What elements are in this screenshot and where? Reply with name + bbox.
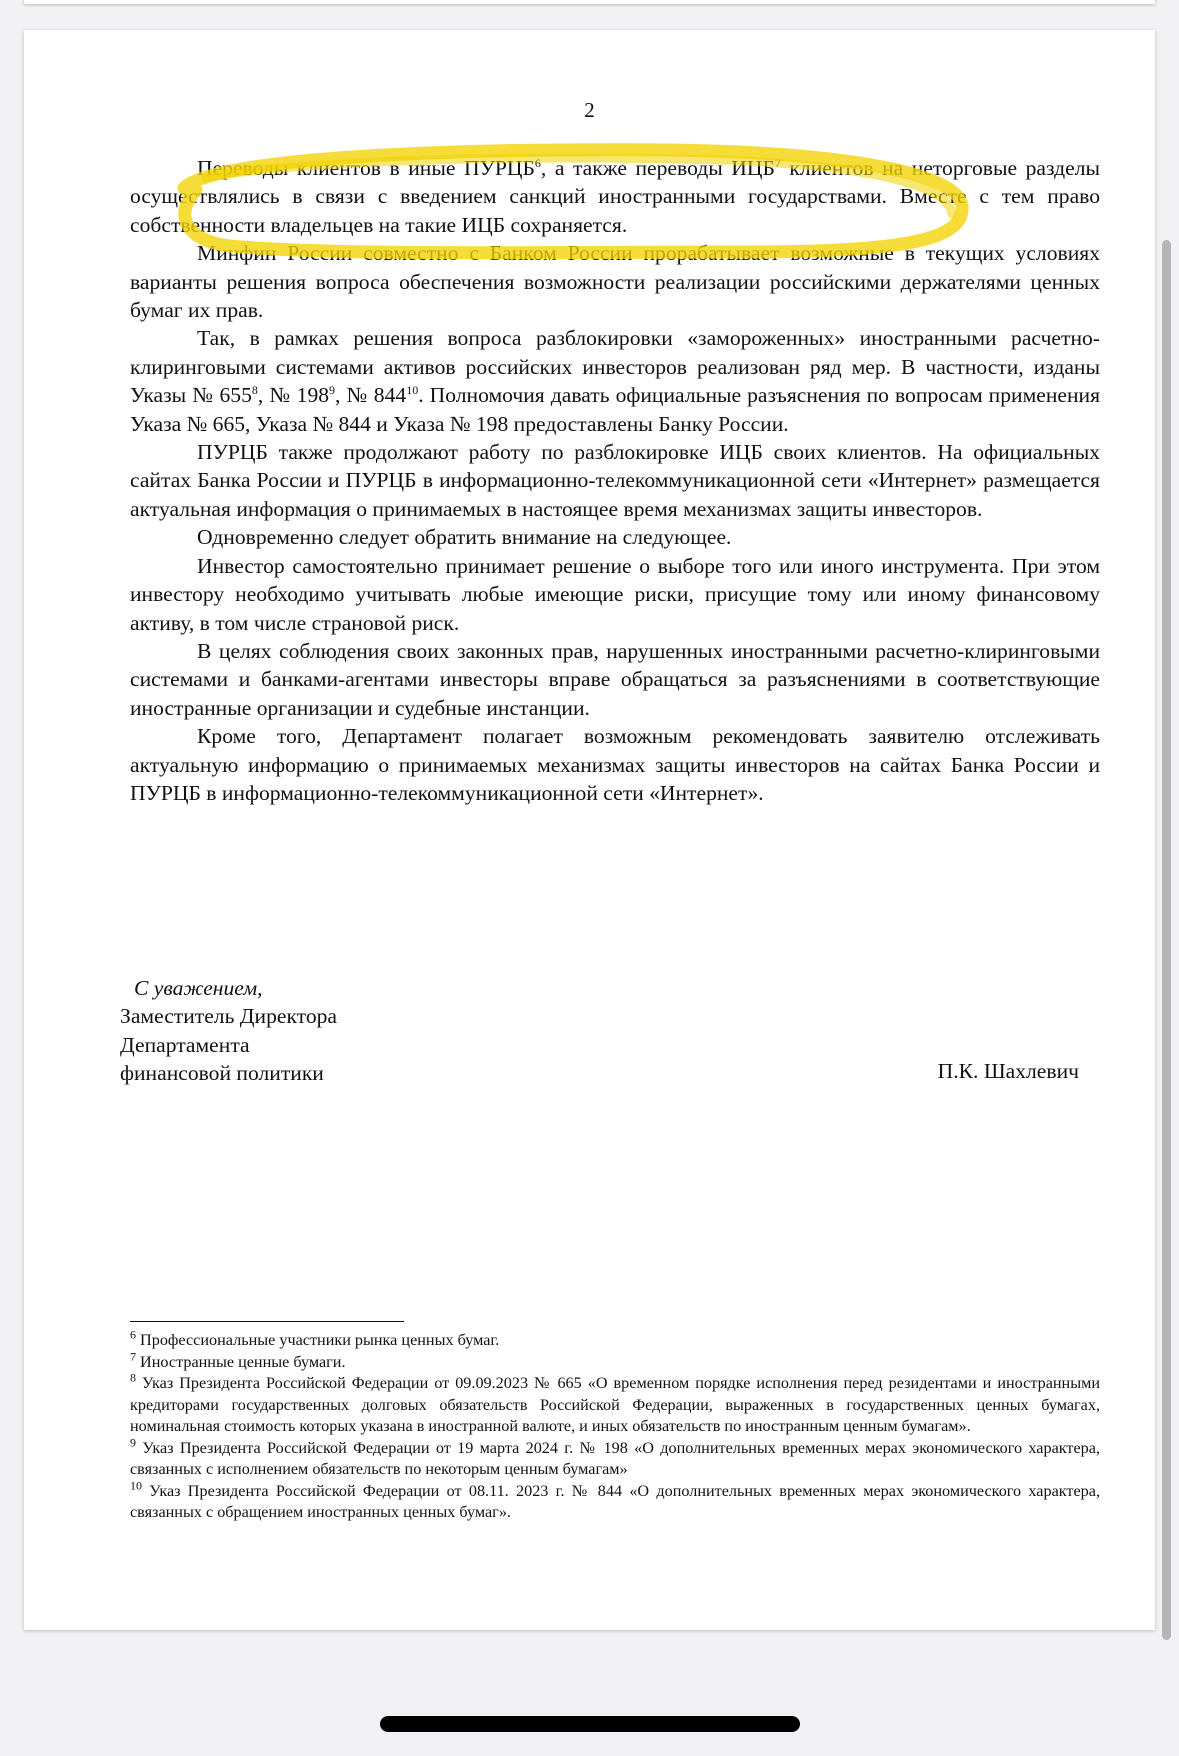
footnote-item xyxy=(130,1478,1100,1524)
position-line-3: финансовой политики xyxy=(120,1061,324,1086)
paragraph-text: Так, в рамках решения вопроса разблокировки «замороженных» иностранными расчетно-клиринговыми системами активов российских инвесторов реализован ряд мер. В частности, изданы Указы № 655 xyxy=(130,326,1100,408)
document-body xyxy=(130,154,1100,807)
paragraph-text: Переводы клиентов в иные ПУРЦБ xyxy=(197,156,535,180)
footnote-ref[interactable]: 8 xyxy=(251,383,258,398)
footnote-item xyxy=(130,1370,1100,1438)
paragraph xyxy=(130,324,1100,438)
home-indicator[interactable] xyxy=(380,1716,800,1732)
paragraph xyxy=(130,552,1100,637)
paragraph-text: Кроме того, Департамент полагает возможным рекомендовать заявителю отслеживать актуальную информацию о принимаемых механизмах защиты инвесторов на сайтах Банка России и ПУРЦБ в информационно-телекоммуникационной сети «Интернет». xyxy=(130,724,1100,805)
footnote-number: 8 xyxy=(130,1370,136,1385)
footnote-number: 9 xyxy=(130,1435,136,1450)
footnote-text: Указ Президента Российской Федерации от 09.09.2023 № 665 «О временном порядке исполнения перед резидентами и иностранными кредиторами государственных долговых обязательств Российской Федерации, выраженных в государственных ценных бумагах, номинальная стоимость которых указана в иностранной валюте, и иных обязательств по иностранным ценным бумагам». xyxy=(130,1374,1100,1435)
footnote-text: Указ Президента Российской Федерации от 19 марта 2024 г. № 198 «О дополнительных временных мерах экономического характера, связанных с исполнением обязательств по некоторым ценным бумагам» xyxy=(130,1438,1100,1478)
paragraph-text: ПУРЦБ также продолжают работу по разблокировке ИЦБ своих клиентов. На официальных сайтах Банка России и ПУРЦБ в информационно-телекоммуникационной сети «Интернет» размещается актуальная информация о принимаемых в настоящее время механизмах защиты инвесторов. xyxy=(130,440,1100,521)
footnote-ref[interactable]: 10 xyxy=(406,383,419,398)
paragraph-text: , а также переводы ИЦБ xyxy=(540,156,775,180)
paragraph xyxy=(130,637,1100,722)
footnote-ref[interactable]: 9 xyxy=(329,383,336,398)
paragraph xyxy=(130,722,1100,807)
document-page[interactable] xyxy=(24,30,1155,1630)
scrollbar[interactable] xyxy=(1162,240,1171,1640)
position-line-2: Департамента xyxy=(120,1032,250,1057)
footnote-item xyxy=(130,1349,1100,1374)
paragraph-text: клиентов на неторговые разделы осуществлялись в связи с введением санкций иностранными государствами. Вместе с тем право собственности владельцев на такие ИЦБ сохраняется. xyxy=(130,156,1100,237)
paragraph xyxy=(130,239,1100,324)
footnote-number: 7 xyxy=(130,1349,136,1364)
footnote-ref[interactable]: 7 xyxy=(774,155,781,170)
footnote-number: 10 xyxy=(130,1478,142,1493)
paragraph-text: Минфин России совместно с Банком России прорабатывает возможные в текущих условиях варианты решения вопроса обеспечения возможности реализации российскими держателями ценных бумаг их прав. xyxy=(130,241,1100,323)
footnote-ref[interactable]: 6 xyxy=(534,155,541,170)
paragraph-text: Инвестор самостоятельно принимает решение о выборе того или иного инструмента. При этом инвестору необходимо учитывать любые имеющие риски, присущие тому или иному финансовому активу, в том числе страновой риск. xyxy=(130,553,1100,635)
paragraph xyxy=(130,154,1100,239)
signature-block xyxy=(120,974,337,1088)
signer-name: П.К. Шахлевич xyxy=(937,1059,1079,1083)
greeting: С уважением, xyxy=(134,976,263,1000)
paragraph xyxy=(130,438,1100,523)
paragraph-text: . Полномочия давать официальные разъяснения по вопросам применения Указа № 665, Указа № 844 и Указа № 198 предоставлены Банку России. xyxy=(130,383,1100,436)
footnote-item xyxy=(130,1327,1100,1352)
paragraph-text: , № 844 xyxy=(335,383,407,408)
previous-page-edge xyxy=(24,0,1155,4)
paragraph-text: , № 198 xyxy=(257,383,330,408)
footnote-text: Профессиональные участники рынка ценных бумаг. xyxy=(136,1331,500,1349)
paragraph-text: В целях соблюдения своих законных прав, нарушенных иностранными расчетно-клиринговыми системами и банками-агентами инвесторы вправе обращаться за разъяснениями в соответствующие иностранные организации и судебные инстанции. xyxy=(130,638,1100,720)
footnote-item xyxy=(130,1435,1100,1481)
footnotes xyxy=(130,1327,1100,1524)
footnote-number: 6 xyxy=(130,1327,136,1342)
position-line-1: Заместитель Директора xyxy=(120,1004,338,1029)
footnote-separator xyxy=(130,1321,404,1322)
paragraph xyxy=(130,523,1100,551)
page-number: 2 xyxy=(584,98,595,122)
footnote-text: Указ Президента Российской Федерации от 08.11. 2023 г. № 844 «О дополнительных временных мерах экономического характера, связанных с обращением иностранных ценных бумаг». xyxy=(130,1481,1100,1521)
footnote-text: Иностранные ценные бумаги. xyxy=(136,1352,346,1371)
paragraph-text: Одновременно следует обратить внимание на следующее. xyxy=(197,525,732,550)
